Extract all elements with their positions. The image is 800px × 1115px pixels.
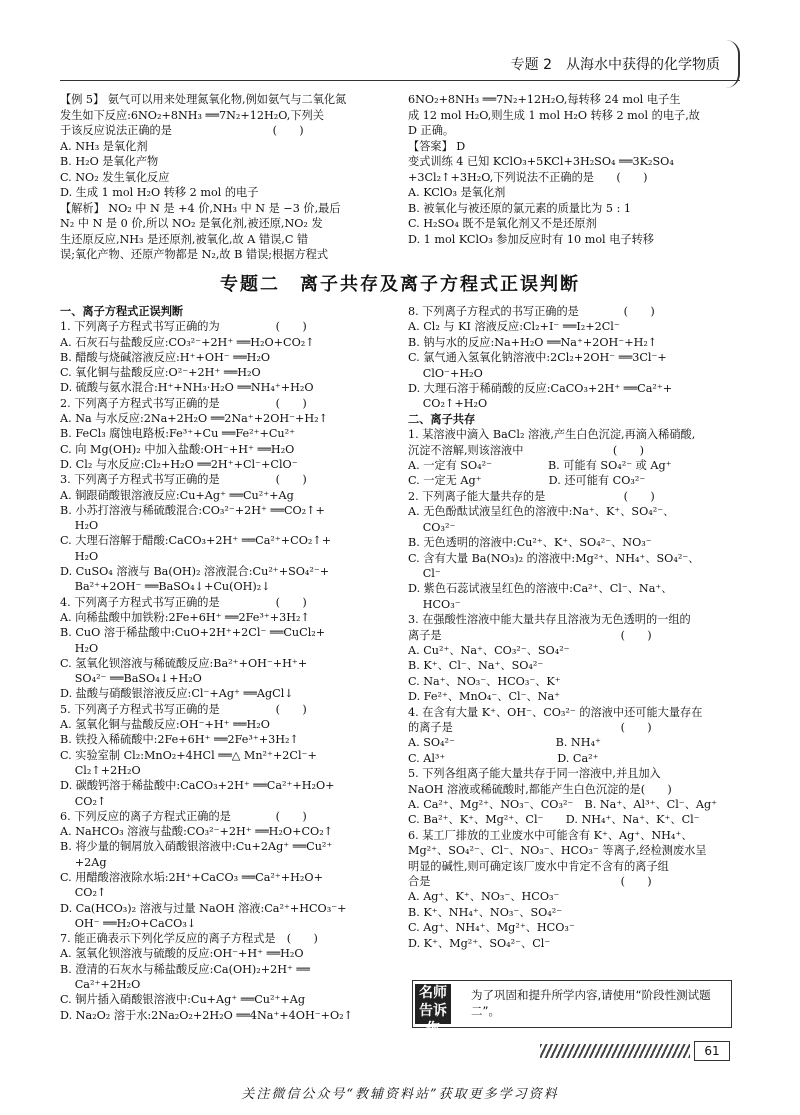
question-line: OH⁻ ══H₂O+CaCO₃↓: [60, 916, 197, 930]
question-line: Ba²⁺+2OH⁻ ══BaSO₄↓+Cu(OH)₂↓: [60, 580, 271, 594]
question-line: Ca²⁺+2H₂O: [60, 978, 141, 992]
text-line: 于该反应说法正确的是 ( ): [60, 124, 304, 137]
question-line: ClO⁻+H₂O: [408, 366, 483, 380]
question-line: C. 一定无 Ag⁺ D. 还可能有 CO₃²⁻: [408, 474, 646, 488]
question-line: 5. 下列各组离子能大量共存于同一溶液中,并且加入: [408, 767, 661, 781]
question-line: Cl₂↑+2H₂O: [60, 763, 141, 777]
question-line: C. Na⁺、NO₃⁻、HCO₃⁻、K⁺: [408, 674, 561, 688]
right-question-column: [408, 304, 738, 951]
question-line: A. 向稀盐酸中加铁粉:2Fe+6H⁺ ══2Fe³⁺+3H₂↑: [60, 610, 310, 624]
question-line: C. 用醋酸溶液除水垢:2H⁺+CaCO₃ ══Ca²⁺+H₂O+: [60, 870, 323, 884]
question-line: D. Fe²⁺、MnO₄⁻、Cl⁻、Na⁺: [408, 690, 561, 704]
question-line: A. Na 与水反应:2Na+2H₂O ══2Na⁺+2OH⁻+H₂↑: [60, 412, 329, 426]
question-line: 明显的碱性,则可确定该厂废水中肯定不含有的离子组: [408, 859, 669, 873]
question-line: 6. 某工厂排放的工业废水中可能含有 K⁺、Ag⁺、NH₄⁺、: [408, 828, 693, 842]
question-line: B. CuO 溶于稀盐酸中:CuO+2H⁺+2Cl⁻ ══CuCl₂+: [60, 626, 326, 640]
question-line: 2. 下列离子方程式书写正确的是 ( ): [60, 396, 307, 410]
question-line: C. 向 Mg(OH)₂ 中加入盐酸:OH⁻+H⁺ ══H₂O: [60, 442, 295, 456]
text-line: B. H₂O 是氧化产物: [60, 155, 159, 168]
question-line: A. Cl₂ 与 KI 溶液反应:Cl₂+I⁻ ══I₂+2Cl⁻: [408, 320, 620, 334]
text-line: 6NO₂+8NH₃ ══7N₂+12H₂O,每转移 24 mol 电子生: [408, 93, 681, 106]
question-line: B. 小苏打溶液与稀硫酸混合:CO₃²⁻+2H⁺ ══CO₂↑+: [60, 503, 325, 517]
question-line: C. Ag⁺、NH₄⁺、Mg²⁺、HCO₃⁻: [408, 921, 575, 935]
question-line: H₂O: [60, 519, 99, 533]
question-line: C. 实验室制 Cl₂:MnO₂+4HCl ══△ Mn²⁺+2Cl⁻+: [60, 748, 317, 762]
text-line: 【答案】 D: [408, 139, 466, 153]
question-line: 8. 下列离子方程式的书写正确的是 ( ): [408, 305, 655, 318]
question-line: D. CuSO₄ 溶液与 Ba(OH)₂ 溶液混合:Cu²⁺+SO₄²⁻+: [60, 565, 330, 579]
question-line: B. 将少量的铜屑放入硝酸银溶液中:Cu+2Ag⁺ ══Cu²⁺: [60, 840, 333, 854]
question-line: A. Ca²⁺、Mg²⁺、NO₃⁻、CO₃²⁻ B. Na⁺、Al³⁺、Cl⁻、Ag⁺: [408, 798, 718, 811]
teacher-tip-box: [412, 980, 732, 1037]
text-line: A. NH₃ 是氧化剂: [60, 139, 148, 153]
teacher-tip-text: 为了巩固和提升所学内容,请使用“阶段性测试题二”。: [471, 988, 711, 1018]
text-line: +3Cl₂↑+3H₂O,下列说法不正确的是 ( ): [408, 170, 648, 184]
question-line: 合是 ( ): [408, 875, 652, 889]
question-line: 5. 下列离子方程式书写正确的是 ( ): [60, 702, 307, 716]
question-line: CO₂↑: [60, 886, 107, 900]
question-line: B. 铁投入稀硫酸中:2Fe+6H⁺ ══2Fe³⁺+3H₂↑: [60, 733, 299, 747]
question-line: 沉淀不溶解,则该溶液中 ( ): [408, 443, 645, 457]
text-line: 误;氧化产物、还原产物都是 N₂,故 B 错误;根据方程式: [60, 248, 329, 261]
question-line: D. 盐酸与硝酸银溶液反应:Cl⁻+Ag⁺ ══AgCl↓: [60, 687, 294, 701]
question-line: C. 氧化铜与盐酸反应:O²⁻+2H⁺ ══H₂O: [60, 366, 261, 380]
header-rule: [60, 80, 740, 81]
header-title: 专题 2 从海水中获得的化学物质: [510, 57, 720, 73]
text-line: 生还原反应,NH₃ 是还原剂,被氧化,故 A 错误,C 错: [60, 232, 309, 246]
text-line: C. NO₂ 发生氧化反应: [60, 170, 170, 184]
question-line: D. Ca(HCO₃)₂ 溶液与过量 NaOH 溶液:Ca²⁺+HCO₃⁻+: [60, 901, 347, 915]
section-title: 专题二 离子共存及离子方程式正误判断: [220, 274, 580, 295]
question-line: C. Ba²⁺、K⁺、Mg²⁺、Cl⁻ D. NH₄⁺、Na⁺、K⁺、Cl⁻: [408, 813, 700, 827]
question-line: A. 铜跟硝酸银溶液反应:Cu+Ag⁺ ══Cu²⁺+Ag: [60, 488, 294, 502]
question-line: C. 含有大量 Ba(NO₃)₂ 的溶液中:Mg²⁺、NH₄⁺、SO₄²⁻、: [408, 551, 700, 565]
question-line: +2Ag: [60, 855, 107, 869]
question-line: 离子是 ( ): [408, 628, 652, 642]
question-line: D. 硫酸与氨水混合:H⁺+NH₃·H₂O ══NH₄⁺+H₂O: [60, 381, 314, 395]
question-line: C. 大理石溶解于醋酸:CaCO₃+2H⁺ ══Ca²⁺+CO₂↑+: [60, 534, 332, 548]
text-line: A. KClO₃ 是氧化剂: [408, 186, 506, 199]
question-line: C. 铜片插入硝酸银溶液中:Cu+Ag⁺ ══Cu²⁺+Ag: [60, 993, 305, 1007]
question-line: B. K⁺、NH₄⁺、NO₃⁻、SO₄²⁻: [408, 905, 563, 919]
question-line: 3. 下列离子方程式书写正确的是 ( ): [60, 473, 307, 487]
text-line: B. 被氧化与被还原的氯元素的质量比为 5 : 1: [408, 201, 632, 215]
question-line: A. Ag⁺、K⁺、NO₃⁻、HCO₃⁻: [408, 890, 560, 904]
question-line: B. FeCl₃ 腐蚀电路板:Fe³⁺+Cu ══Fe²⁺+Cu²⁺: [60, 427, 296, 441]
text-line: 变式训练 4 已知 KClO₃+5KCl+3H₂SO₄ ══3K₂SO₄: [408, 155, 674, 168]
question-line: 3. 在强酸性溶液中能大量共存且溶液为无色透明的一组的: [408, 613, 691, 627]
question-line: 4. 下列离子方程式书写正确的是 ( ): [60, 595, 307, 609]
question-line: D. Na₂O₂ 溶于水:2Na₂O₂+2H₂O ══4Na⁺+4OH⁻+O₂↑: [60, 1008, 354, 1022]
question-line: SO₄²⁻ ══BaSO₄↓+H₂O: [60, 672, 202, 686]
question-line: 1. 某溶液中滴入 BaCl₂ 溶液,产生白色沉淀,再滴入稀硝酸,: [408, 428, 696, 442]
question-line: C. Al³⁺ D. Ca²⁺: [408, 751, 599, 765]
question-line: A. 一定有 SO₄²⁻ B. 可能有 SO₄²⁻ 或 Ag⁺: [408, 459, 672, 473]
question-line: H₂O: [60, 641, 99, 655]
footer-notice: 关注微信公众号“教辅资料站”获取更多学习资料: [241, 1087, 559, 1102]
question-line: A. SO₄²⁻ B. NH₄⁺: [408, 736, 601, 750]
question-line: 一、离子方程式正误判断: [60, 305, 184, 318]
question-line: A. 无色酚酞试液呈红色的溶液中:Na⁺、K⁺、SO₄²⁻、: [408, 505, 675, 519]
question-line: B. 无色透明的溶液中:Cu²⁺、K⁺、SO₄²⁻、NO₃⁻: [408, 536, 652, 550]
question-line: C. 氯气通入氢氧化钠溶液中:2Cl₂+2OH⁻ ══3Cl⁻+: [408, 351, 667, 365]
question-line: CO₂↑: [60, 794, 107, 808]
text-line: N₂ 中 N 是 0 价,所以 NO₂ 是氧化剂,被还原,NO₂ 发: [60, 217, 323, 230]
question-line: CO₂↑+H₂O: [408, 397, 488, 411]
question-line: D. 紫色石蕊试液呈红色的溶液中:Ca²⁺、Cl⁻、Na⁺、: [408, 582, 673, 596]
question-line: A. 氢氧化铜与盐酸反应:OH⁻+H⁺ ══H₂O: [60, 718, 270, 732]
question-line: CO₃²⁻: [408, 520, 456, 534]
question-line: 1. 下列离子方程式书写正确的为 ( ): [60, 320, 307, 334]
page-number-stripes: [540, 1044, 690, 1058]
text-line: 【解析】 NO₂ 中 N 是 +4 价,NH₃ 中 N 是 −3 价,最后: [60, 201, 341, 215]
question-line: Cl⁻: [408, 566, 441, 580]
teacher-tip-badge: 名师告诉你: [415, 984, 451, 1024]
variant-training-4-block: [408, 92, 738, 247]
question-line: A. 氢氧化钡溶液与硫酸的反应:OH⁻+H⁺ ══H₂O: [60, 947, 304, 961]
question-line: 6. 下列反应的离子方程式正确的是 ( ): [60, 809, 307, 823]
question-line: Mg²⁺、SO₄²⁻、Cl⁻、NO₃⁻、HCO₃⁻ 等离子,经检测废水呈: [408, 844, 707, 858]
text-line: 发生如下反应:6NO₂+8NH₃ ══7N₂+12H₂O,下列关: [60, 108, 324, 122]
question-line: 的离子是 ( ): [408, 720, 652, 734]
question-line: 4. 在含有大量 K⁺、OH⁻、CO₃²⁻ 的溶液中还可能大量存在: [408, 705, 703, 719]
text-line: D. 生成 1 mol H₂O 转移 2 mol 的电子: [60, 186, 259, 199]
question-line: 2. 下列离子能大量共存的是 ( ): [408, 489, 655, 503]
text-line: D. 1 mol KClO₃ 参加反应时有 10 mol 电子转移: [408, 232, 654, 246]
question-line: D. Cl₂ 与水反应:Cl₂+H₂O ══2H⁺+Cl⁻+ClO⁻: [60, 457, 298, 471]
example-5-block: [60, 92, 390, 263]
question-line: HCO₃⁻: [408, 597, 461, 611]
question-line: D. K⁺、Mg²⁺、SO₄²⁻、Cl⁻: [408, 936, 551, 950]
text-line: C. H₂SO₄ 既不是氧化剂又不是还原剂: [408, 217, 597, 230]
text-line: 【例 5】 氨气可以用来处理氮氧化物,例如氨气与二氧化氮: [60, 93, 347, 106]
question-line: D. 碳酸钙溶于稀盐酸中:CaCO₃+2H⁺ ══Ca²⁺+H₂O+: [60, 779, 335, 793]
page-number: 61: [694, 1041, 730, 1061]
question-line: C. 氢氧化钡溶液与稀硫酸反应:Ba²⁺+OH⁻+H⁺+: [60, 656, 308, 670]
question-line: B. 澄清的石灰水与稀盐酸反应:Ca(OH)₂+2H⁺ ══: [60, 962, 310, 976]
question-line: D. 大理石溶于稀硝酸的反应:CaCO₃+2H⁺ ══Ca²⁺+: [408, 382, 673, 396]
question-line: A. Cu²⁺、Na⁺、CO₃²⁻、SO₄²⁻: [408, 643, 570, 657]
question-line: 7. 能正确表示下列化学反应的离子方程式是 ( ): [60, 932, 318, 946]
question-line: B. 钠与水的反应:Na+H₂O ══Na⁺+2OH⁻+H₂↑: [408, 335, 658, 349]
question-line: B. K⁺、Cl⁻、Na⁺、SO₄²⁻: [408, 659, 544, 673]
question-line: NaOH 溶液或稀硫酸时,都能产生白色沉淀的是( ): [408, 782, 672, 796]
left-question-column: [60, 304, 390, 1023]
text-line: D 正确。: [408, 124, 455, 137]
question-line: H₂O: [60, 549, 99, 563]
question-line: 二、离子共存: [408, 412, 476, 426]
question-line: A. NaHCO₃ 溶液与盐酸:CO₃²⁻+2H⁺ ══H₂O+CO₂↑: [60, 825, 334, 839]
text-line: 成 12 mol H₂O,则生成 1 mol H₂O 转移 2 mol 的电子,故: [408, 108, 700, 122]
question-line: A. 石灰石与盐酸反应:CO₃²⁻+2H⁺ ══H₂O+CO₂↑: [60, 335, 315, 349]
question-line: B. 醋酸与烧碱溶液反应:H⁺+OH⁻ ══H₂O: [60, 350, 271, 364]
